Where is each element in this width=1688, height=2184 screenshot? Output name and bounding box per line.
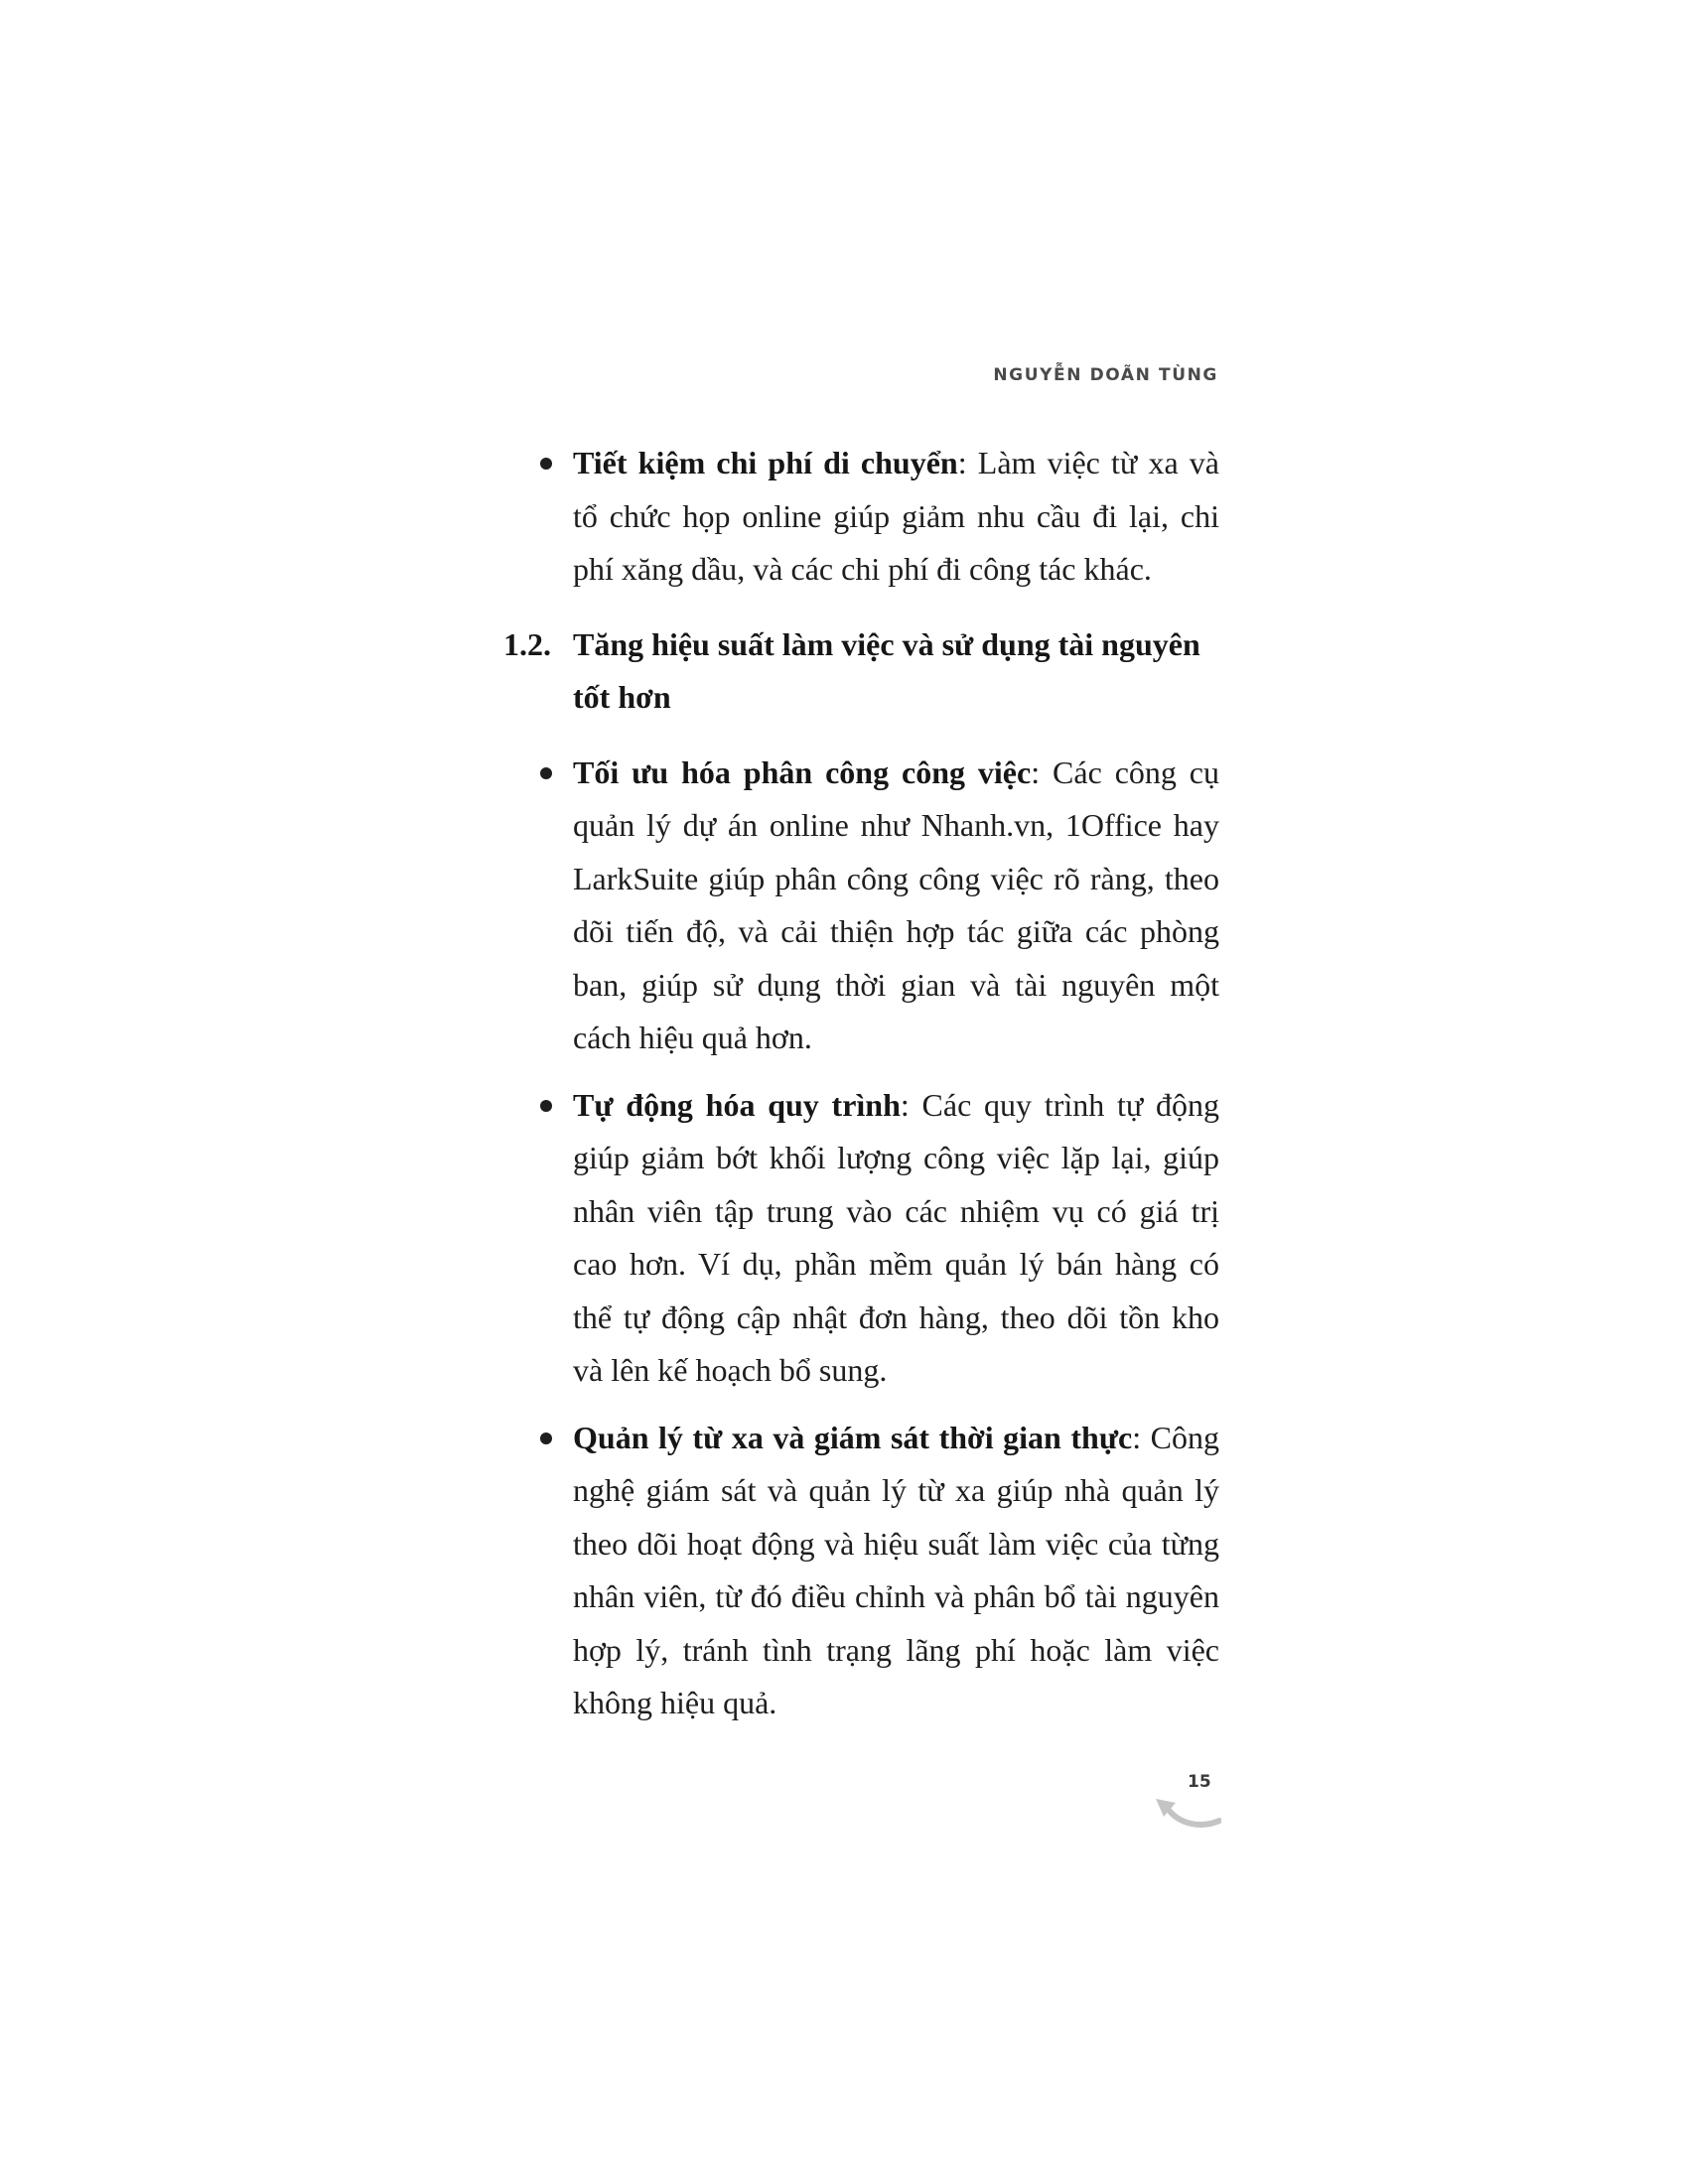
bullet-dot-icon <box>540 767 552 779</box>
bullet-dot-icon <box>540 1433 552 1444</box>
curved-arrow-icon <box>1152 1795 1221 1831</box>
page-number: 15 <box>1188 1772 1211 1792</box>
bullet-item <box>496 1412 1219 1730</box>
bullet-item <box>496 437 1219 597</box>
bullet-term: Quản lý từ xa và giám sát thời gian thực <box>573 1419 1133 1455</box>
bullet-text: : Làm việc từ xa và tổ chức họp online giúp giảm nhu cầu đi lại, chi phí xăng dầu, và các chi phí đi công tác khác. <box>573 445 1220 587</box>
section-number: 1.2. <box>503 625 551 662</box>
section-heading <box>496 618 1219 725</box>
bullet-text: : Các quy trình tự động giúp giảm bớt khối lượng công việc lặp lại, giúp nhân viên tập trung vào các nhiệm vụ có giá trị cao hơn. Ví dụ, phần mềm quản lý bán hàng có thể tự động cập nhật đơn hàng, theo dõi tồn kho và lên kế hoạch bổ sung. <box>573 1086 1220 1388</box>
bullet-item <box>496 747 1219 1065</box>
bullet-text: : Công nghệ giám sát và quản lý từ xa giúp nhà quản lý theo dõi hoạt động và hiệu suất làm việc của từng nhân viên, từ đó điều chỉnh và phân bổ tài nguyên hợp lý, tránh tình trạng lãng phí hoặc làm việc không hiệu quả. <box>573 1419 1220 1720</box>
page-body <box>496 437 1219 1730</box>
bullet-dot-icon <box>540 1100 552 1112</box>
bullet-term: Tối ưu hóa phân công công việc <box>573 753 1032 790</box>
section-title: Tăng hiệu suất làm việc và sử dụng tài nguyên tốt hơn <box>573 625 1200 715</box>
bullet-dot-icon <box>540 458 552 470</box>
bullet-term: Tự động hóa quy trình <box>573 1086 901 1123</box>
bullet-item <box>496 1079 1219 1398</box>
running-header-author: NGUYỄN DOÃN TÙNG <box>993 365 1218 385</box>
bullet-text: : Các công cụ quản lý dự án online như Nhanh.vn, 1Office hay LarkSuite giúp phân công công việc rõ ràng, theo dõi tiến độ, và cải thiện hợp tác giữa các phòng ban, giúp sử dụng thời gian và tài nguyên một cách hiệu quả hơn. <box>573 753 1220 1055</box>
bullet-term: Tiết kiệm chi phí di chuyển <box>573 445 958 480</box>
